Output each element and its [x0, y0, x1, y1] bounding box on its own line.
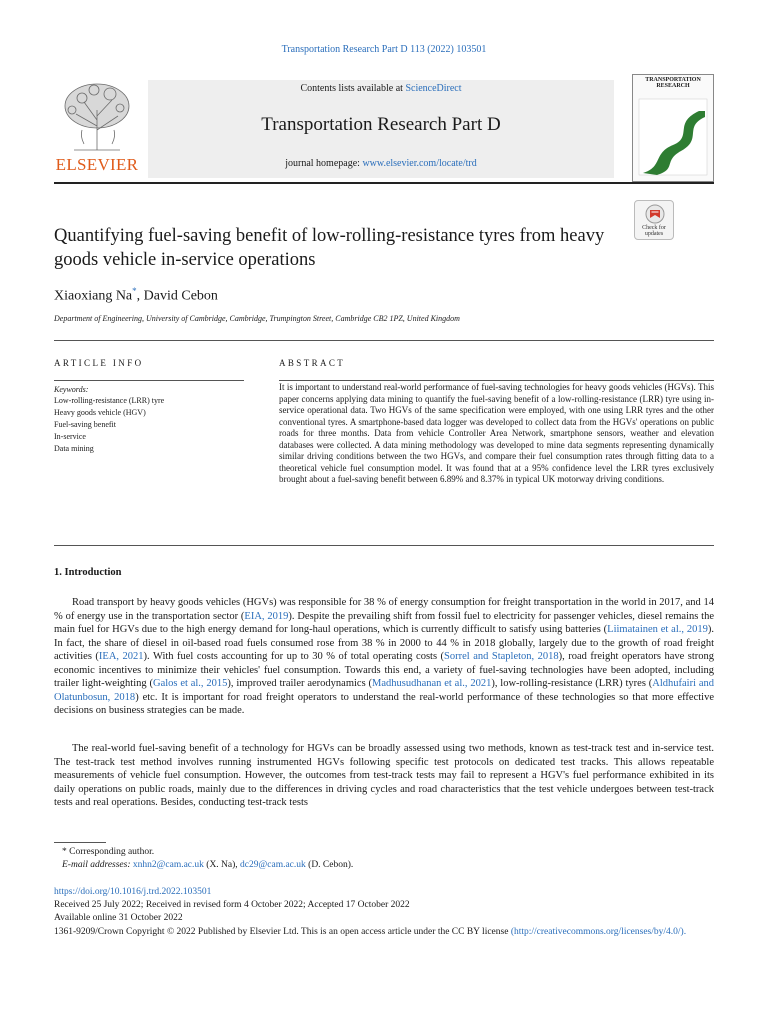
- author-list: [54, 286, 218, 305]
- contents-prefix: Contents lists available at: [300, 83, 406, 94]
- check-for-updates-label: Check for updates: [642, 225, 666, 237]
- email-link-cebon[interactable]: dc29@cam.ac.uk: [240, 860, 306, 870]
- license-notice: [54, 926, 714, 939]
- email-name: (D. Cebon).: [305, 860, 354, 870]
- abstract-divider: [54, 545, 714, 546]
- license-text: 1361-9209/Crown Copyright © 2022 Published by Elsevier Ltd. This is an open access article under the CC BY license: [54, 927, 509, 937]
- abstract-heading: ABSTRACT: [279, 358, 346, 368]
- keyword-item: Heavy goods vehicle (HGV): [54, 408, 146, 417]
- author-na: Xiaoxiang Na: [54, 288, 133, 304]
- para-text: ) etc. It is important for road freight operators to understand the real-world performance of these technologies so that more effective decisions on business strategies can be made.: [54, 691, 714, 716]
- keyword-item: Data mining: [54, 444, 94, 453]
- para-text: ). In fact, the share of diesel in oil-based road fuels consumed rose from 38 % in 2000 to 44 % in 2018 globally, largely due to the growth of road freight activities (: [54, 624, 714, 662]
- citation-link[interactable]: Sorrel and Stapleton, 2018: [444, 651, 559, 662]
- intro-paragraph-1: [54, 596, 714, 718]
- title-divider: [54, 340, 714, 341]
- email-label: E-mail addresses:: [62, 860, 131, 870]
- received-dates: Received 25 July 2022; Received in revised form 4 October 2022; Accepted 17 October 2022: [54, 900, 410, 910]
- para-text: ). With fuel costs accounting for up to 30 % of total operating costs (: [143, 651, 445, 662]
- corresponding-footnote: [62, 847, 154, 857]
- keyword-item: Low-rolling-resistance (LRR) tyre: [54, 396, 165, 405]
- keyword-item: In-service: [54, 432, 86, 441]
- journal-reference[interactable]: Transportation Research Part D 113 (2022) 103501: [281, 44, 487, 55]
- abstract-rule: [279, 380, 714, 381]
- footnote-rule: [54, 842, 106, 843]
- affiliation: Department of Engineering, University of Cambridge, Cambridge, Trumpington Street, Cambridge CB2 1PZ, United Kingdom: [54, 314, 460, 323]
- author-cebon: , David Cebon: [136, 288, 218, 304]
- citation-link[interactable]: IEA, 2021: [98, 651, 144, 662]
- sciencedirect-link[interactable]: ScienceDirect: [405, 83, 462, 94]
- citation-link[interactable]: EIA, 2019: [244, 610, 289, 622]
- license-link[interactable]: (http://creativecommons.org/licenses/by/4.0/).: [510, 927, 687, 937]
- para-text: ), improved trailer aerodynamics (: [227, 678, 372, 689]
- intro-paragraph-2: The real-world fuel-saving benefit of a technology for HGVs can be broadly assessed using two methods, known as test-track test and in-service test. The test-track test method involves running instrumented HGVs following specific test protocols on dedicated test tracks. This allows repeatable measurements of vehicle fuel consumption. However, the outcomes from test-track tests may fail to represent a HGV's fuel performance exhibited in its daily operations on public roads, mainly due to the differences in driving cycles and road characteristics that the test vehicle undergoes between test-track tests and real operations. Besides, conducting test-track tests: [54, 743, 714, 808]
- introduction-heading: 1. Introduction: [54, 567, 122, 578]
- contents-line: [148, 83, 614, 94]
- doi-link[interactable]: https://doi.org/10.1016/j.trd.2022.103501: [54, 887, 212, 897]
- header-divider: [54, 182, 714, 184]
- abstract-text: It is important to understand real-world performance of fuel-saving technologies for heavy goods vehicles (HGVs). This paper concerns applying data mining to quantify the fuel-saving benefit of a low-rolling-resistance (LRR) tyre using in-service operational data. Two HGVs of the same specification were employed, with one using LRR tyres and the other conventional tyres. A smartphone-based data logger was developed to collect data from the HGVs' operations on public roads for three months. Data from vehicle Controller Area Network, smartphone sensors, weather and elevation databases were collected. A data mining methodology was developed to mine data segments representing dynamically similar driving conditions between the two HGVs, and compare their fuel consumption rates through fitting data to a theoretical vehicle fuel consumption model. It was found that at a 95% confidence level the LRR tyres exclusively brought about a fuel-saving benefit between 6.89% and 8.37% in typical UK motorway driving conditions.: [279, 382, 714, 484]
- email-link-na[interactable]: xnhn2@cam.ac.uk: [132, 860, 204, 870]
- para-text: ), road freight operators have strong economic incentives to minimize their vehicles' fuel consumption. Towards this end, a variety of fuel-saving technologies have been adopted, including trailer light-weighting (: [54, 651, 715, 689]
- citation-link[interactable]: Madhusudhanan et al., 2021: [372, 678, 492, 689]
- journal-name: Transportation Research Part D: [261, 114, 501, 135]
- citation-link[interactable]: Liimatainen et al., 2019: [607, 624, 708, 635]
- elsevier-wordmark: ELSEVIER: [55, 155, 139, 174]
- keywords-label: Keywords:: [54, 385, 89, 394]
- email-name: (X. Na),: [203, 860, 241, 870]
- corresponding-marker[interactable]: *: [132, 286, 137, 296]
- article-info-rule: [54, 380, 244, 381]
- homepage-line: [148, 158, 614, 169]
- article-title: Quantifying fuel-saving benefit of low-rolling-resistance tyres from heavy goods vehicle in-service operations: [54, 226, 605, 270]
- journal-cover: [632, 74, 714, 182]
- cover-title: TRANSPORTATION RESEARCH: [645, 77, 701, 89]
- para-text: ), low-rolling-resistance (LRR) tyres (: [491, 678, 653, 689]
- para-text: ). Despite the prevailing shift from fossil fuel to electricity for passenger vehicles, diesel remains the main fuel for HGVs due to the high energy demand for long-haul operations, which is currently difficult to satisfy using batteries (: [54, 610, 714, 635]
- citation-link[interactable]: Galos et al., 2015: [152, 678, 228, 689]
- citation-link[interactable]: Aldhufairi and Olatunbosun, 2018: [54, 678, 715, 703]
- homepage-prefix: journal homepage:: [285, 158, 363, 169]
- para-text: Road transport by heavy goods vehicles (HGVs) was responsible for 38 % of energy consumption for freight transportation in the world in 2017, and 14 % of energy use in the transportation sector (: [54, 597, 714, 622]
- footnote-text: Corresponding author.: [69, 847, 155, 857]
- article-info-heading: ARTICLE INFO: [54, 358, 144, 368]
- footnote-marker: *: [62, 847, 67, 857]
- homepage-link[interactable]: www.elsevier.com/locate/trd: [362, 158, 477, 169]
- email-footnote: [62, 860, 353, 870]
- available-online: Available online 31 October 2022: [54, 913, 183, 923]
- keyword-item: Fuel-saving benefit: [54, 420, 116, 429]
